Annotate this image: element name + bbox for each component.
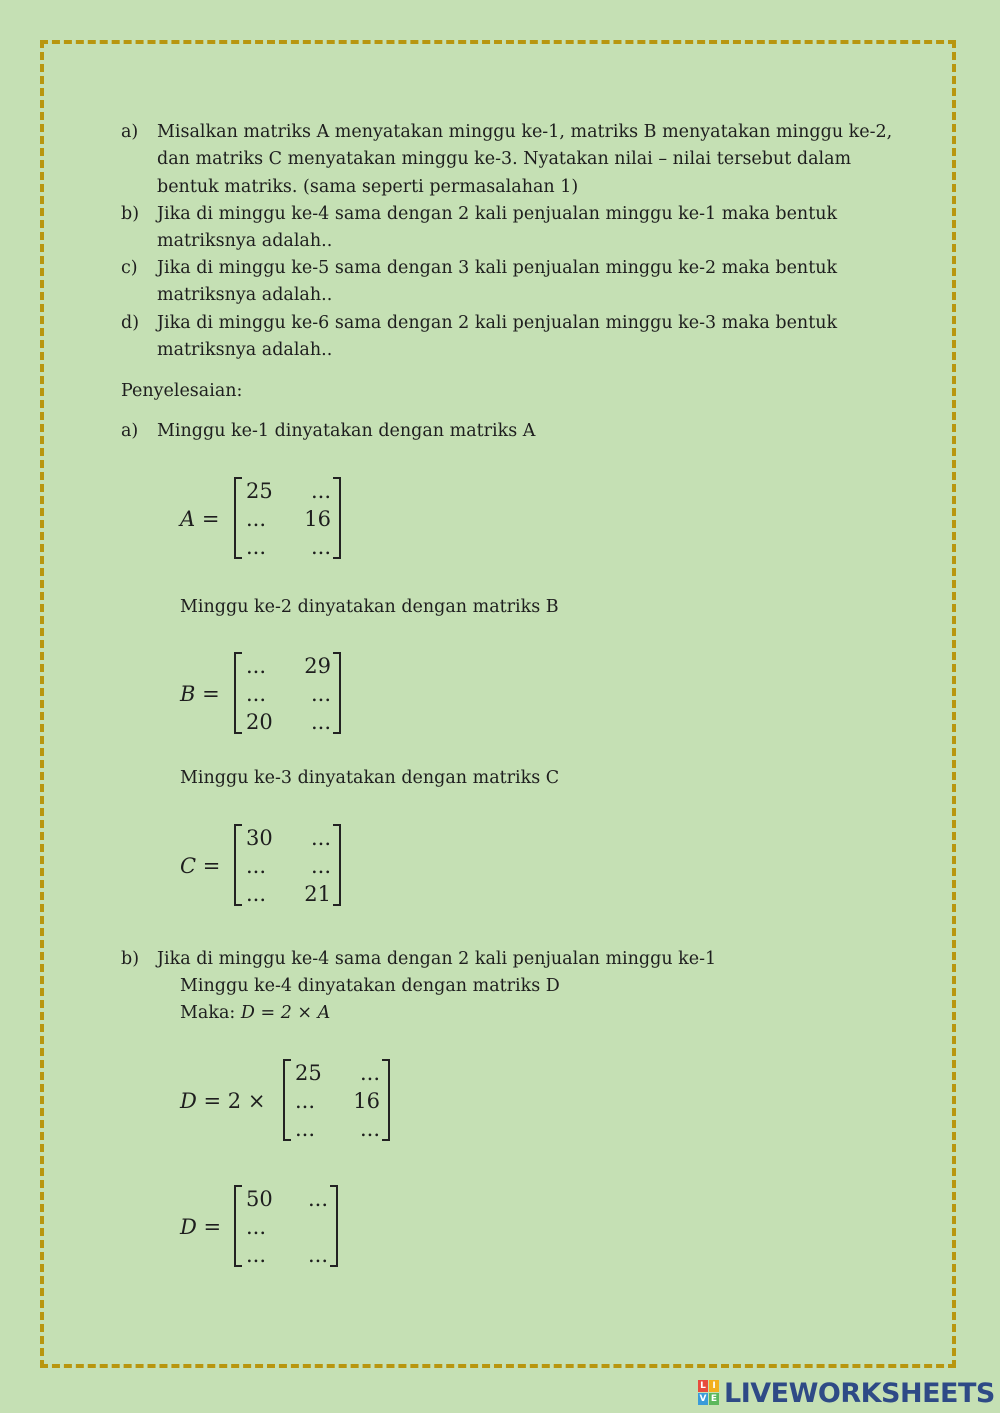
matrix-cell: ... [307,1187,328,1211]
matrix-cell: ... [246,682,267,706]
matrix-cell: 25 [295,1061,322,1085]
matrix-d2 [234,1185,338,1267]
matrix-c-eq: = [202,854,221,878]
part-a-label: a) [121,421,139,441]
matrix-d1 [283,1059,390,1141]
matrix-b [234,652,341,734]
matrix-cell: 30 [246,826,273,850]
part-b-line-1: Jika di minggu ke-4 sama dengan 2 kali penjualan minggu ke-1 [157,949,717,969]
matrix-cell: 29 [304,654,331,678]
question-a-line-2: dan matriks C menyatakan minggu ke-3. Nyatakan nilai – nilai tersebut dalam [157,149,852,169]
question-c-label: c) [121,258,138,278]
matrix-cell: 25 [246,479,273,503]
matrix-cell: 20 [246,710,273,734]
matrix-cell: ... [310,479,331,503]
part-a-intro: Minggu ke-1 dinyatakan dengan matriks A [157,421,536,441]
matrix-cell: ... [246,1215,267,1239]
matrix-cell: ... [246,507,267,531]
matrix-cell: ... [246,854,267,878]
question-c-line-1: Jika di minggu ke-5 sama dengan 3 kali penjualan minggu ke-2 maka bentuk [157,258,838,278]
matrix-cell: 16 [304,507,331,531]
matrix-d2-name: D [180,1215,197,1239]
part-b-label: b) [121,949,140,969]
matrix-cell: ... [295,1089,316,1113]
matrix-a-eq: = [201,507,220,531]
liveworksheets-mark-icon: L I V E [699,1381,718,1404]
matrix-cell: 21 [304,882,331,906]
matrix-c-name: C [180,854,197,878]
matrix-cell: ... [310,535,331,559]
maka-expression: D = 2 × A [240,1003,331,1023]
question-a-line-1: Misalkan matriks A menyatakan minggu ke-1, matriks B menyatakan minggu ke-2, [157,122,893,142]
matrix-d1-name: D [180,1089,197,1113]
part-b-line-2: Minggu ke-4 dinyatakan dengan matriks D [180,976,560,996]
matrix-cell: ... [246,882,267,906]
liveworksheets-brand: LIVEWORKSHEETS [724,1378,995,1409]
matrix-cell: ... [310,826,331,850]
matrix-cell: ... [295,1117,316,1141]
part-a-intro-c: Minggu ke-3 dinyatakan dengan matriks C [180,768,560,788]
matrix-b-eq: = [202,682,220,706]
matrix-cell: ... [310,854,331,878]
liveworksheets-logo[interactable] [698,1378,994,1410]
question-d-line-2: matriksnya adalah.. [157,340,333,360]
matrix-cell: 16 [353,1089,380,1113]
matrix-a [234,477,341,559]
solution-heading: Penyelesaian: [121,381,243,401]
matrix-cell: ... [310,710,331,734]
part-b-maka [180,1003,330,1023]
matrix-a-name: A [180,507,196,531]
matrix-d2-eq: = [203,1215,222,1239]
maka-label: Maka: [180,1003,236,1023]
matrix-cell: 50 [246,1187,273,1211]
question-d-line-1: Jika di minggu ke-6 sama dengan 2 kali penjualan minggu ke-3 maka bentuk [157,313,838,333]
part-a-intro-b: Minggu ke-2 dinyatakan dengan matriks B [180,597,559,617]
question-d-label: d) [121,313,140,333]
matrix-cell: ... [246,1243,267,1267]
question-b-line-2: matriksnya adalah.. [157,231,333,251]
matrix-cell: ... [359,1117,380,1141]
matrix-c [234,824,341,906]
question-b-label: b) [121,204,140,224]
question-a-label: a) [121,122,139,142]
question-c-line-2: matriksnya adalah.. [157,285,333,305]
matrix-cell: ... [310,682,331,706]
matrix-cell: ... [246,535,267,559]
matrix-cell: ... [246,654,267,678]
matrix-b-name: B [180,682,196,706]
matrix-d1-eq: = 2 × [203,1089,266,1113]
question-a-line-3: bentuk matriks. (sama seperti permasalahan 1) [157,177,579,197]
matrix-cell: ... [307,1243,328,1267]
matrix-cell: ... [359,1061,380,1085]
question-b-line-1: Jika di minggu ke-4 sama dengan 2 kali penjualan minggu ke-1 maka bentuk [157,204,838,224]
